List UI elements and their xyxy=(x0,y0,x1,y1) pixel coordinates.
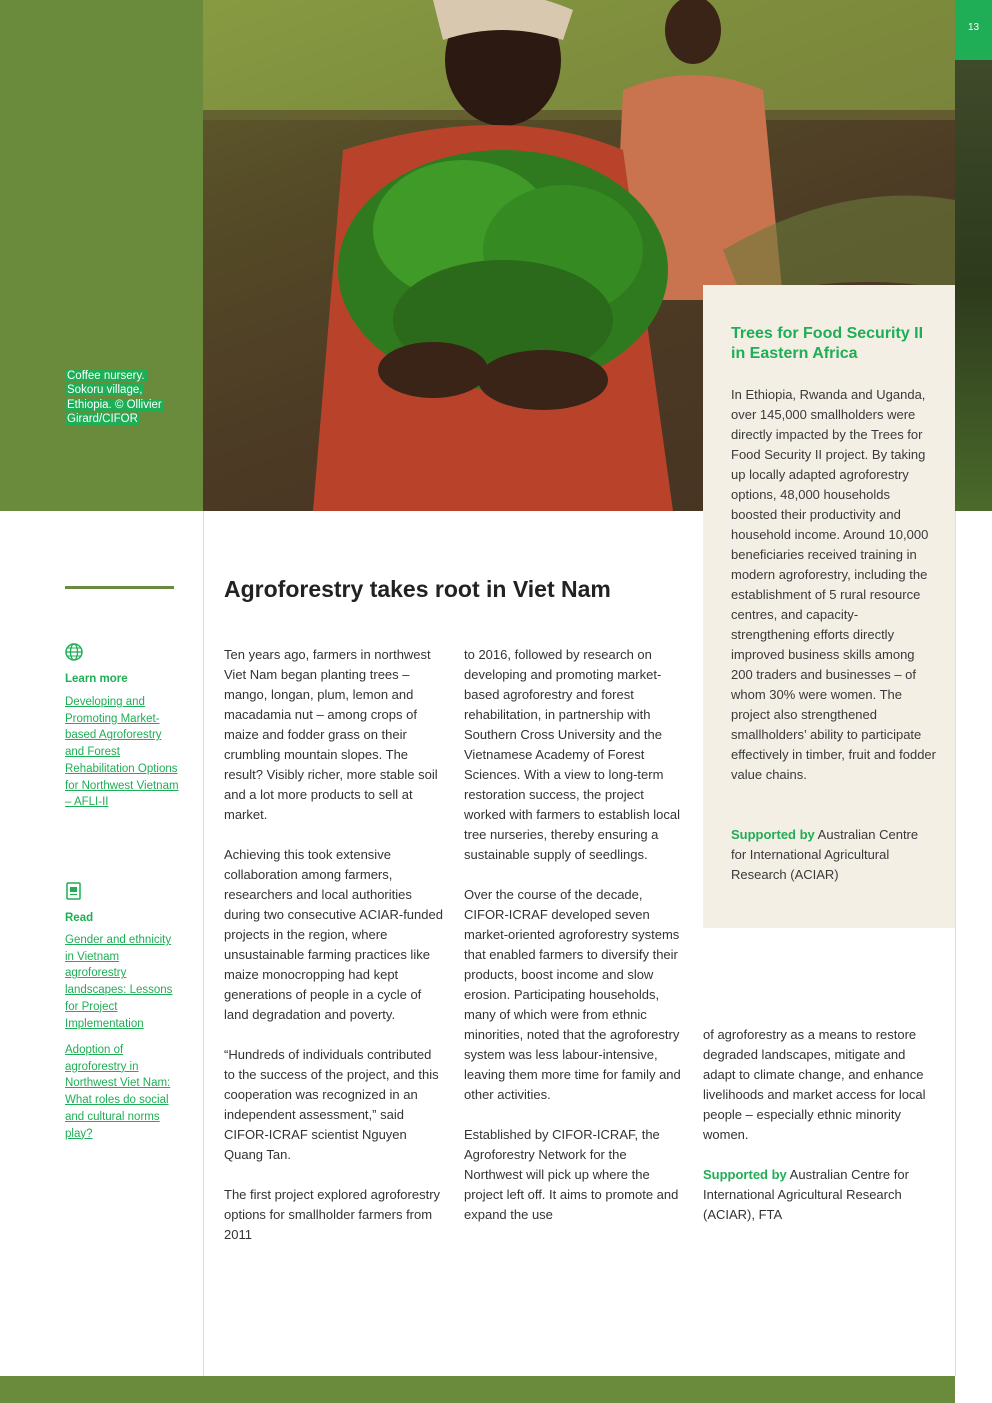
article-column-1 xyxy=(224,645,444,1265)
read-heading: Read xyxy=(65,912,94,924)
page-number: 13 xyxy=(955,0,992,60)
right-divider xyxy=(955,511,956,1376)
article-title: Agroforestry takes root in Viet Nam xyxy=(224,576,611,602)
paragraph: Ten years ago, farmers in northwest Viet Nam began planting trees – mango, longan, plum, lemon and macadamia nut – among crops of maize and fodder grass on their crumbling mountain slopes. The result? Visibly richer, more stable soil and a lot more products to sell at market. xyxy=(224,647,438,822)
paragraph: The first project explored agroforestry options for smallholder farmers from 2011 xyxy=(224,1187,441,1242)
bottom-color-bar xyxy=(0,1376,955,1403)
learn-more-heading: Learn more xyxy=(65,673,128,685)
paragraph: Established by CIFOR-ICRAF, the Agroforestry Network for the Northwest will pick up where the project left off. It aims to promote and expand the use xyxy=(464,1127,679,1222)
sidebar-title: Trees for Food Security II in Eastern Africa xyxy=(731,325,924,362)
paragraph: of agroforestry as a means to restore degraded landscapes, mitigate and adapt to climate change, and enhance livelihoods and market access for local people – especially ethnic minority women. xyxy=(703,1027,926,1142)
adoption-agroforestry-link[interactable]: Adoption of agroforestry in Northwest Viet Nam: What roles do social and cultural norms play? xyxy=(65,1044,171,1140)
supported-by-label: Supported by xyxy=(731,827,815,842)
right-photo-strip xyxy=(955,60,992,511)
paragraph: to 2016, followed by research on developing and promoting market-based agroforestry and forest rehabilitation, in partnership with Southern Cross University and the Vietnamese Academy of Forest Sciences. With a view to long-term restoration success, the project worked with farmers to establish local tree nurseries, thereby ensuring a sustainable supply of seedlings. xyxy=(464,647,681,862)
paragraph: Achieving this took extensive collaboration among farmers, researchers and local authorities during two consecutive ACIAR-funded projects in the region, where unsustainable farming practices like maize monocropping had kept generations of people in a cycle of land degradation and poverty. xyxy=(224,847,443,1022)
paragraph: “Hundreds of individuals contributed to the success of the project, and this cooperation was recognized in an independent assessment,” said CIFOR-ICRAF scientist Nguyen Quang Tan. xyxy=(224,1047,439,1162)
left-divider xyxy=(203,511,204,1376)
supported-by-text: Australian Centre for International Agricultural Research (ACIAR) xyxy=(731,827,919,882)
sidebar-body: In Ethiopia, Rwanda and Uganda, over 145,000 smallholders were directly impacted by the Trees for Food Security II project. By taking up locally adapted agroforestry options, 48,000 households boosted their productivity and household income. Around 10,000 beneficiaries received training in modern agroforestry, including the establishment of 5 rural resource centres, and capacity-strengthening efforts directly improved business skills among 200 traders and businesses – of whom 30% were women. The project also strengthened smallholders’ ability to participate effectively in timber, fruit and fodder value chains. xyxy=(731,387,936,782)
left-color-band xyxy=(0,0,203,511)
globe-icon xyxy=(65,643,83,661)
supported-by-label: Supported by xyxy=(703,1167,787,1182)
article-supported-by xyxy=(703,1165,928,1225)
gender-ethnicity-link[interactable]: Gender and ethnicity in Vietnam agroforestry landscapes: Lessons for Project Implementation xyxy=(65,934,173,1030)
article-column-2 xyxy=(464,645,684,1245)
accent-rule xyxy=(65,586,174,589)
afli-project-link[interactable]: Developing and Promoting Market-based Agroforestry and Forest Rehabilitation Options for Northwest Vietnam – AFLI-II xyxy=(65,696,179,809)
document-icon xyxy=(65,882,83,900)
article-column-3 xyxy=(703,1025,928,1245)
photo-caption: Coffee nursery. Sokoru village, Ethiopia. © Ollivier Girard/CIFOR xyxy=(67,370,162,425)
supported-by-text: Australian Centre for International Agricultural Research (ACIAR), FTA xyxy=(703,1167,909,1222)
sidebar-supported-by xyxy=(731,825,936,885)
paragraph: Over the course of the decade, CIFOR-ICRAF developed seven market-oriented agroforestry systems that enabled farmers to diversify their products, boost income and slow erosion. Participating households, many of which were from ethnic minorities, noted that the agroforestry system was less labour-intensive, leaving them more time for family and other activities. xyxy=(464,887,681,1102)
